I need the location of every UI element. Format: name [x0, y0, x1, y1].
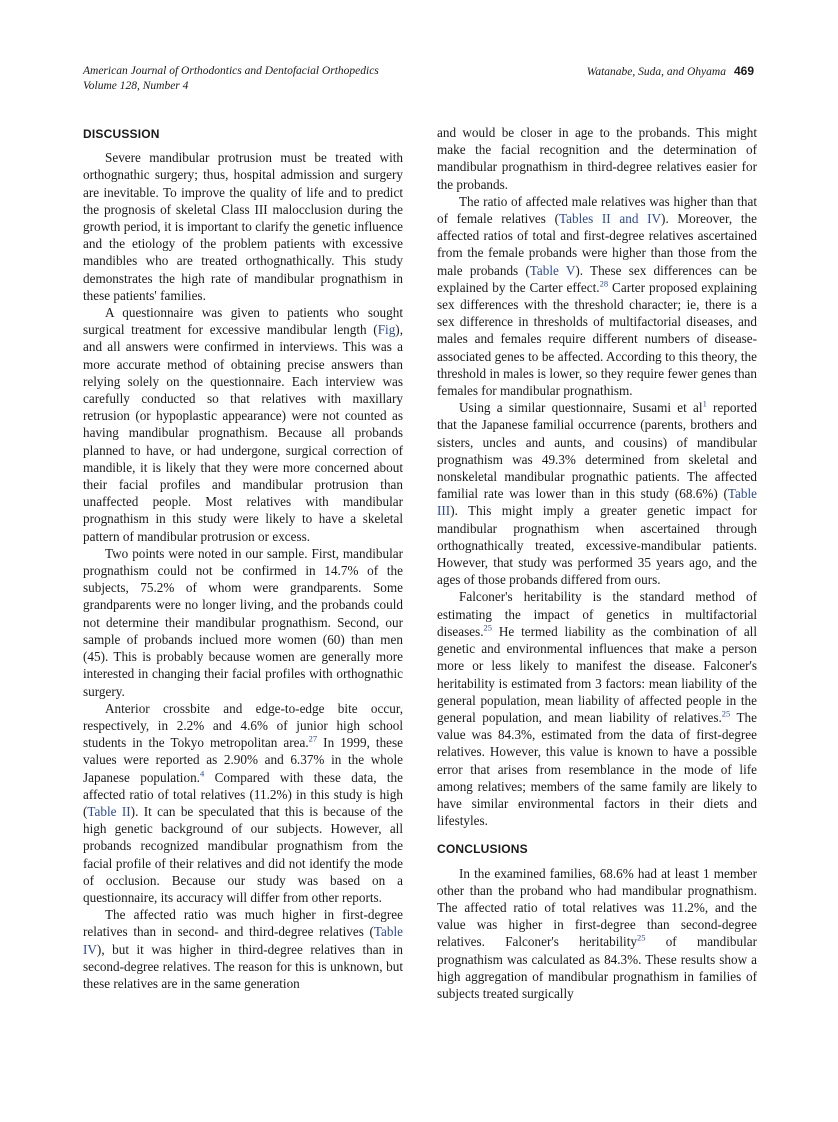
reference-link[interactable]: 4 [199, 768, 205, 779]
running-header-right [587, 64, 754, 80]
journal-volume: Volume 128, Number 4 [83, 80, 189, 92]
text-run: The value was 84.3%, estimated from the data of first-degree relatives. However, this value is known to have a possible error that arises from resemblance in the mode of life among relatives; members of the same family are likely to have similar environmental factors in their diets and lifestyles. [437, 709, 757, 829]
text-run: ). These sex differences can be explained by the Carter effect. [437, 262, 757, 295]
text-run: ). Moreover, the affected ratios of total and first-degree relatives ascertained from the female probands were higher than those from the male probands ( [437, 211, 757, 278]
text-run: Carter proposed explaining sex differences with the threshold character; ie, there is a sex difference in thresholds of multifactorial diseases, and males and females require different numbers of disease-associated genes to be affected. According to this theory, the threshold in males is lower, so they require fewer genes than females for mandibular prognathism. [437, 279, 758, 399]
text-run: reported that the Japanese familial occurrence (parents, brothers and sisters, uncles and aunts, and cousins) of mandibular prognathism was 49.3% determined from skeletal and nonskeletal mandibular prognathic patients. The affected familial rate was lower than in this study (68.6%) ( [437, 400, 757, 502]
paragraph [437, 193, 757, 399]
paragraph [83, 906, 403, 992]
conclusions-heading: CONCLUSIONS [437, 842, 528, 857]
paragraph: Two points were noted in our sample. First, mandibular prognathism could not be confirmed in 14.7% of the subjects, 75.2% of whom were grandparents. Some grandparents were no longer living, and the probands could not determine their mandibular prognathism. Second, our sample of probands inclued more women (60) than men (45). This is probably because women are generally more interested in changing their facial profiles with orthognathic surgery. [83, 545, 403, 699]
left-column [83, 122, 403, 992]
text-run: of mandibular prognathism was calculated as 84.3%. These results show a high aggregation of mandibular prognathism in families of subjects treated surgically [437, 934, 757, 1001]
paragraph: and would be closer in age to the probands. This might make the facial recognition and the determination of mandibular prognathism in third-degree relatives easier for the probands. [437, 125, 757, 192]
text-run: The ratio of affected male relatives was higher than that of female relatives ( [437, 193, 757, 227]
author-names: Watanabe, Suda, and Ohyama [586, 66, 726, 78]
reference-link[interactable]: 25 [483, 622, 493, 633]
text-run: ). This might imply a greater genetic impact for mandibular prognathism when ascertained through orthognathically treated, excessive-mandibular patients. However, that study was performed 35 years ago, and the ages of those probands differed from ours. [437, 503, 757, 588]
table-link[interactable]: Table III [437, 486, 757, 519]
text-run: ). It can be speculated that this is because of the high genetic background of our subjects. However, all probands recognized mandibular prognathism from the facial profile of their relatives and did not identify the mode of occlusion. Because our study was based on a questionnaire, its accuracy will differ from other reports. [83, 803, 403, 905]
text-run: ), and all answers were confirmed in interviews. This was a more accurate method of obtaining precise answers than relying solely on the questionnaire. Each interview was carefully conducted so that relatives with maxillary retrusion (or hypoplastic appearance) were not counted as having mandibular prognathism. Because all probands planned to have, or had undergone, surgical correction of mandible, it is likely that they were more concerned about their facial profiles and mandibular protrusion than unaffected people. Most relatives with mandibular prognathism in this study were likely to have a skeletal pattern of mandibular protrusion or excess. [83, 322, 403, 544]
table-link[interactable]: Table V [529, 262, 576, 278]
paragraph [437, 588, 757, 829]
text-run: The affected ratio was much higher in first-degree relatives than in second- and third-degree relatives ( [83, 907, 403, 940]
text-run: In 1999, these values were reported as 2.90% and 6.37% in the whole Japanese population. [83, 735, 403, 785]
table-link[interactable]: Table IV [83, 924, 403, 957]
table-link[interactable]: Table II [87, 803, 131, 819]
running-header-left [83, 64, 379, 94]
paragraph: Severe mandibular protrusion must be treated with orthognathic surgery; thus, hospital admission and surgery are inevitable. To improve the quality of life and to predict the prognosis of skeletal Class III malocclusion during the growth period, it is important to clarify the genetic influence and the etiology of the problem patients with excessive mandibles who are treated orthognathically. This study demonstrates the high rate of mandibular prognathism in these patients' families. [83, 150, 403, 303]
table-link[interactable]: Tables II and IV [559, 211, 662, 227]
reference-link[interactable]: 27 [308, 733, 318, 744]
text-run: In the examined families, 68.6% had at least 1 member other than the proband who had mandibular prognathism. The affected ratio of total relatives was 11.2%, and the value was higher in first-degree than second-degree relatives. Falconer's heritability [437, 865, 757, 950]
text-run: He termed liability as the combination of all genetic and environmental influences that make a person more or less likely to manifest the disease. Falconer's heritability is estimated from 3 factors: mean liability of the general population, mean liability of affected people in the general population, and mean liability of relatives. [437, 623, 757, 725]
text-run: Anterior crossbite and edge-to-edge bite occur, respectively, in 2.2% and 4.6% of junior high school students in the Tokyo metropolitan area. [83, 700, 403, 751]
discussion-heading: DISCUSSION [83, 127, 160, 141]
text-run: ), but it was higher in third-degree relatives than in second-degree relatives. The reason for this is unknown, but these relatives are in the same generation [83, 941, 403, 991]
text-run: Compared with these data, the affected ratio of total relatives (11.2%) in this study is high ( [83, 769, 403, 819]
paragraph [83, 304, 403, 545]
paragraph [83, 700, 403, 906]
figure-link[interactable]: Fig [377, 322, 396, 338]
reference-link[interactable]: 25 [721, 708, 731, 719]
journal-title: American Journal of Orthodontics and Dentofacial Orthopedics [83, 65, 379, 77]
reference-link[interactable]: 28 [599, 278, 609, 289]
paragraph [437, 399, 757, 588]
text-run: Using a similar questionnaire, Susami et al [459, 400, 703, 416]
right-column [437, 124, 757, 1002]
reference-link[interactable]: 1 [702, 398, 707, 409]
reference-link[interactable]: 25 [636, 932, 646, 943]
paragraph [437, 865, 757, 1003]
page-number: 469 [733, 64, 754, 78]
text-run: A questionnaire was given to patients who sought surgical treatment for excessive mandibular length ( [83, 305, 403, 338]
text-run: Falconer's heritability is the standard method of estimating the impact of genetics in multifactorial diseases. [437, 589, 757, 639]
